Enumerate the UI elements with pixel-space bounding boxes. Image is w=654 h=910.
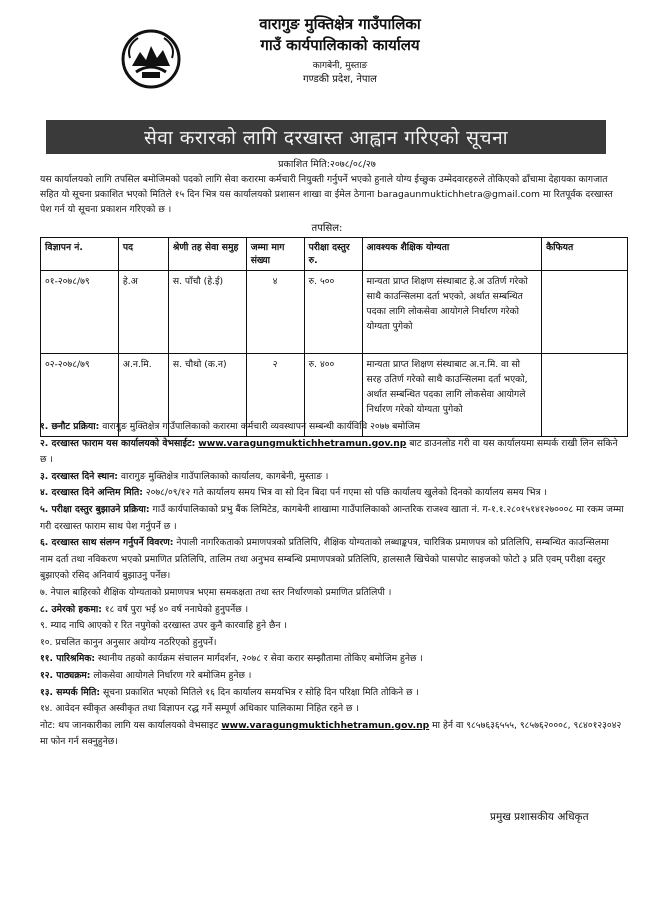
list-item [40,701,624,718]
list-item [40,419,624,436]
item-label: १. छनौट प्रक्रिया: [40,421,100,432]
item-label: ८. उमेरको हकमा: [40,603,102,615]
cell-level: स. पाँचौ (हे.ई) [168,271,246,354]
note-text-after: मा हेर्न वा ९८५७६३६५५५, ९८५७६२०००८, ९८४०१२३०४२ मा फोन गर्न सक्नुहुनेछ। [40,719,622,748]
item-label: १२. पाठ्यक्रम: [40,669,91,681]
item-text: १४. आवेदन स्वीकृत अस्वीकृत तथा विज्ञापन रद्ध गर्ने सम्पूर्ण अधिकार पालिकामा निहित रहने छ । [40,703,359,715]
list-item [40,635,624,652]
list-item [40,535,624,585]
list-item [40,651,624,668]
item-text: बाट डाउनलोड गरी वा यस कार्यालयमा सम्पर्क राखी लिन सकिने छ । [40,437,618,466]
item-label: ६. दरखास्त साथ संलग्न गर्नुपर्ने विवरण: [40,537,174,549]
item-text: १८ वर्ष पुरा भई ४० वर्ष ननाघेको हुनुपर्नेछ । [104,603,249,615]
table-row [41,271,628,354]
vacancy-table [40,237,628,437]
item-text: ७. नेपाल बाहिरको शैक्षिक योग्यताको प्रमाणपत्र भएमा समकक्षता तथा स्तर निर्धारणको प्रमाणित प्रतिलिपी । [40,586,392,598]
item-label: ५. परीक्षा दस्तुर बुझाउने प्रक्रिया: [40,503,150,515]
list-item [40,469,624,486]
office-header [190,14,490,86]
item-label: ३. दरखास्त दिने स्थान: [40,470,118,482]
item-text: सूचना प्रकाशित भएको मितिले १६ दिन कार्यालय समयभित्र र सोहि दिन परिक्षा मिति तोकिने छ । [102,686,419,698]
header-qualification: आवश्यक शैक्षिक योग्यता [362,238,542,271]
cell-count: २ [246,354,304,437]
conditions-list [40,419,624,751]
list-item [40,436,624,469]
cell-ad-no: ०२-२०७८/७९ [41,354,119,437]
intro-email[interactable]: baragaunmuktichhetra@gmail.com [377,189,541,200]
list-item [40,668,624,685]
item-text: नेपाली नागरिकताको प्रमाणपत्रको प्रतिलिपि, शैक्षिक योग्यताको लब्धाङ्कपत्र, चारित्रिक प्रमाणपत्र को प्रतिलिपि, सम्बन्धित काउन्सिलमा नाम दर्ता तथा नविकरण भएको प्रमाणित प्रतिलिपि, तालिम तथा अनुभव सम्बन्धि प्रमाणपत्रको प्रतिलिपि, हालसालै खिचेको पासपोट साइजको फोटो ३ प्रति एवम् परीक्षा दस्तुर बुझाएको रसिद अनिवार्य बुझाउनु पर्नेछ। [40,537,609,582]
cell-level: स. चौथो (क.न) [168,354,246,437]
website-link[interactable]: www.varagungmuktichhetramun.gov.np [198,437,407,449]
item-text: स्थानीय तहको कार्यक्रम संचालन मार्गदर्शन, २०७८ र सेवा करार सम्झौतामा तोकिए बमोजिम हुनेछ । [98,653,423,665]
item-text: २०७८/०९/१२ गते कार्यालय समय भित्र वा सो दिन बिदा पर्न गएमा सो पछि कार्यालय खुलेको दिनको कार्यालय समय भित्र । [145,487,547,499]
header-level: श्रेणी तह सेवा समुह [168,238,246,271]
cell-post: अ.न.मि. [118,354,168,437]
item-label: २. दरखास्त फाराम यस कार्यालयको वेभसाईट: [40,437,196,449]
office-address: कागबेनी, मुस्ताङ [312,61,368,71]
cell-qualification: मान्यता प्राप्त शिक्षण संस्थाबाट अ.न.मि. वा सो सरह उतिर्ण गरेको साथै काउन्सिलमा दर्ता भएको, अर्थात सम्बन्धित पदका लागि लोकसेवा आयोगले निर्धारण गरेको योग्यता पुगेको [362,354,542,437]
list-item [40,685,624,702]
list-item [40,502,624,535]
cell-ad-no: ०१-२०७८/७९ [41,271,119,354]
cell-qualification: मान्यता प्राप्त शिक्षण संस्थाबाट हे.अ उतिर्ण गरेको साथै काउन्सिलमा दर्ता भएको, अर्थात सम्बन्धित पदका लागि लोकसेवा आयोगले निर्धारण गरेको योग्यता पुगेको [362,271,542,354]
item-label: ४. दरखास्त दिने अन्तिम मिति: [40,487,143,499]
header-remarks: कैफियत [542,238,628,271]
office-name: गाउँ कार्यपालिकाको कार्यालय [260,36,420,54]
header-count: जम्मा माग संख्या [246,238,304,271]
item-text: गाउँ कार्यपालिकाको प्रभु बैंक लिमिटेड, कागबेनी शाखामा गाउँपालिकाको आन्तरिक राजश्व खाता नं. ग-१.१.२८०१५१४१२७०००८ मा रकम जम्मा गरी दरखास्त फाराम साथ पेश गर्नुपर्ने छ । [40,503,624,532]
item-text: लोकसेवा आयोगले निर्धारण गरे बमोजिम हुनेछ । [93,669,252,681]
item-label: १३. सम्पर्क मिति: [40,686,101,698]
intro-paragraph [40,172,620,217]
website-link[interactable]: www.varagungmuktichhetramun.gov.np [221,719,430,731]
item-text: वारागुङ मुक्तिक्षेत्र गाउँपालिकाको कार्यालय, कागबेनी, मुस्ताङ । [120,470,329,482]
header-fee: परीक्षा दस्तुर रु. [304,238,362,271]
list-item [40,618,624,635]
emblem-icon [120,28,182,90]
item-label: ११. पारिश्रमिक: [40,653,96,665]
cell-fee: रु. ५०० [304,271,362,354]
cell-remarks [542,271,628,354]
note-item [40,718,624,751]
item-text: वारागुङ मुक्तिक्षेत्र गाउँपालिकाको करारमा कर्मचारी व्यवस्थापन सम्बन्धी कार्यविधि २०७७ बमोजिम [102,421,420,432]
intro-text-after: मा रितपूर्वक दरखास्त पेश गर्न यो सूचना प्रकाशन गरिएको छ । [40,189,613,215]
list-item [40,602,624,619]
header-ad-no: विज्ञापन नं. [41,238,119,271]
cell-fee: रु. ४०० [304,354,362,437]
province-name: गण्डकी प्रदेश, नेपाल [303,74,377,85]
notice-title-banner: सेवा करारको लागि दरखास्त आह्वान गरिएको सूचना [46,120,606,154]
signature-title: प्रमुख प्रशासकीय अधिकृत [490,811,589,823]
list-item [40,485,624,502]
municipality-name: वारागुङ मुक्तिक्षेत्र गाउँपालिका [259,15,421,33]
intro-text: यस कार्यालयको लागि तपसिल बमोजिमको पदको लागि सेवा करारमा कर्मचारी नियुक्ती गर्नुपर्ने भएको हुनाले योग्य ईच्छुक उम्मेदवारहरुले तोकिएको ढाँचामा देहायका कागजात सहित यो सूचना प्रकाशित भएको मितिले १५ दिन भित्र यस कार्यालयको प्रशासन शाखा वा ईमेल ठेगाना [40,174,608,200]
item-text: १०. प्रचलित कानुन अनुसार अयोग्य नठरिएको हुनुपर्ने। [40,636,217,648]
list-item [40,585,624,602]
published-date: प्रकाशित मिति:२०७८/०८/२७ [278,159,376,170]
table-header-row [41,238,628,271]
cell-count: ४ [246,271,304,354]
table-caption: तपसिल: [311,223,343,234]
item-text: ९. म्याद नाघि आएको र रित नपुगेको दरखास्त उपर कुनै कारवाहि हुने छैन । [40,620,287,632]
header-post: पद [118,238,168,271]
cell-post: हे.अ [118,271,168,354]
note-text: नोट: थप जानकारीका लागि यस कार्यालयको वेभसाइट [40,719,219,731]
